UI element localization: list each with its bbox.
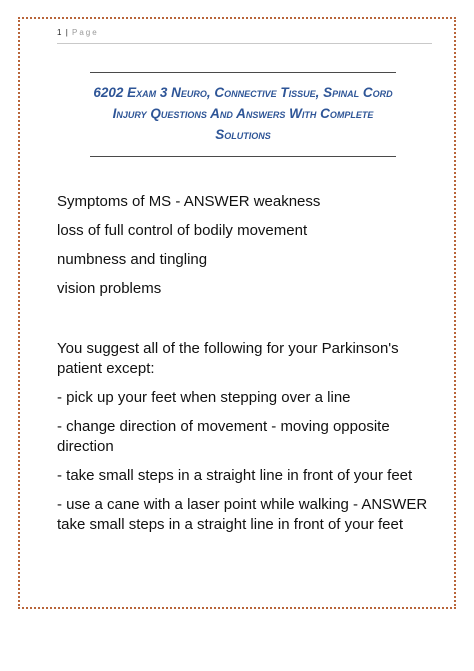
ms-question: Symptoms of MS - ANSWER weakness <box>57 193 321 210</box>
document-title: 6202 Exam 3 Neuro, Connective Tissue, Spinal Cord Injury Questions And Answers With Complete Solutions <box>93 85 393 142</box>
parkinsons-question: You suggest all of the following for your Parkinson's patient except: <box>57 340 399 377</box>
page-number-separator: | <box>65 28 68 37</box>
document-body <box>57 192 432 544</box>
title-block <box>90 72 396 157</box>
answer-option-with-answer: - use a cane with a laser point while walking - ANSWER take small steps in a straight line in front of your feet <box>57 496 428 533</box>
page-header <box>57 27 432 44</box>
ms-answer-line: vision problems <box>57 280 162 297</box>
page-label: Page <box>72 28 99 37</box>
ms-answer-line: numbness and tingling <box>57 251 208 268</box>
page-number: 1 <box>57 28 62 37</box>
ms-answer-line: loss of full control of bodily movement <box>57 222 308 239</box>
answer-option: - pick up your feet when stepping over a line <box>57 389 351 406</box>
answer-option: - take small steps in a straight line in front of your feet <box>57 467 413 484</box>
answer-option: - change direction of movement - moving opposite direction <box>57 418 390 455</box>
